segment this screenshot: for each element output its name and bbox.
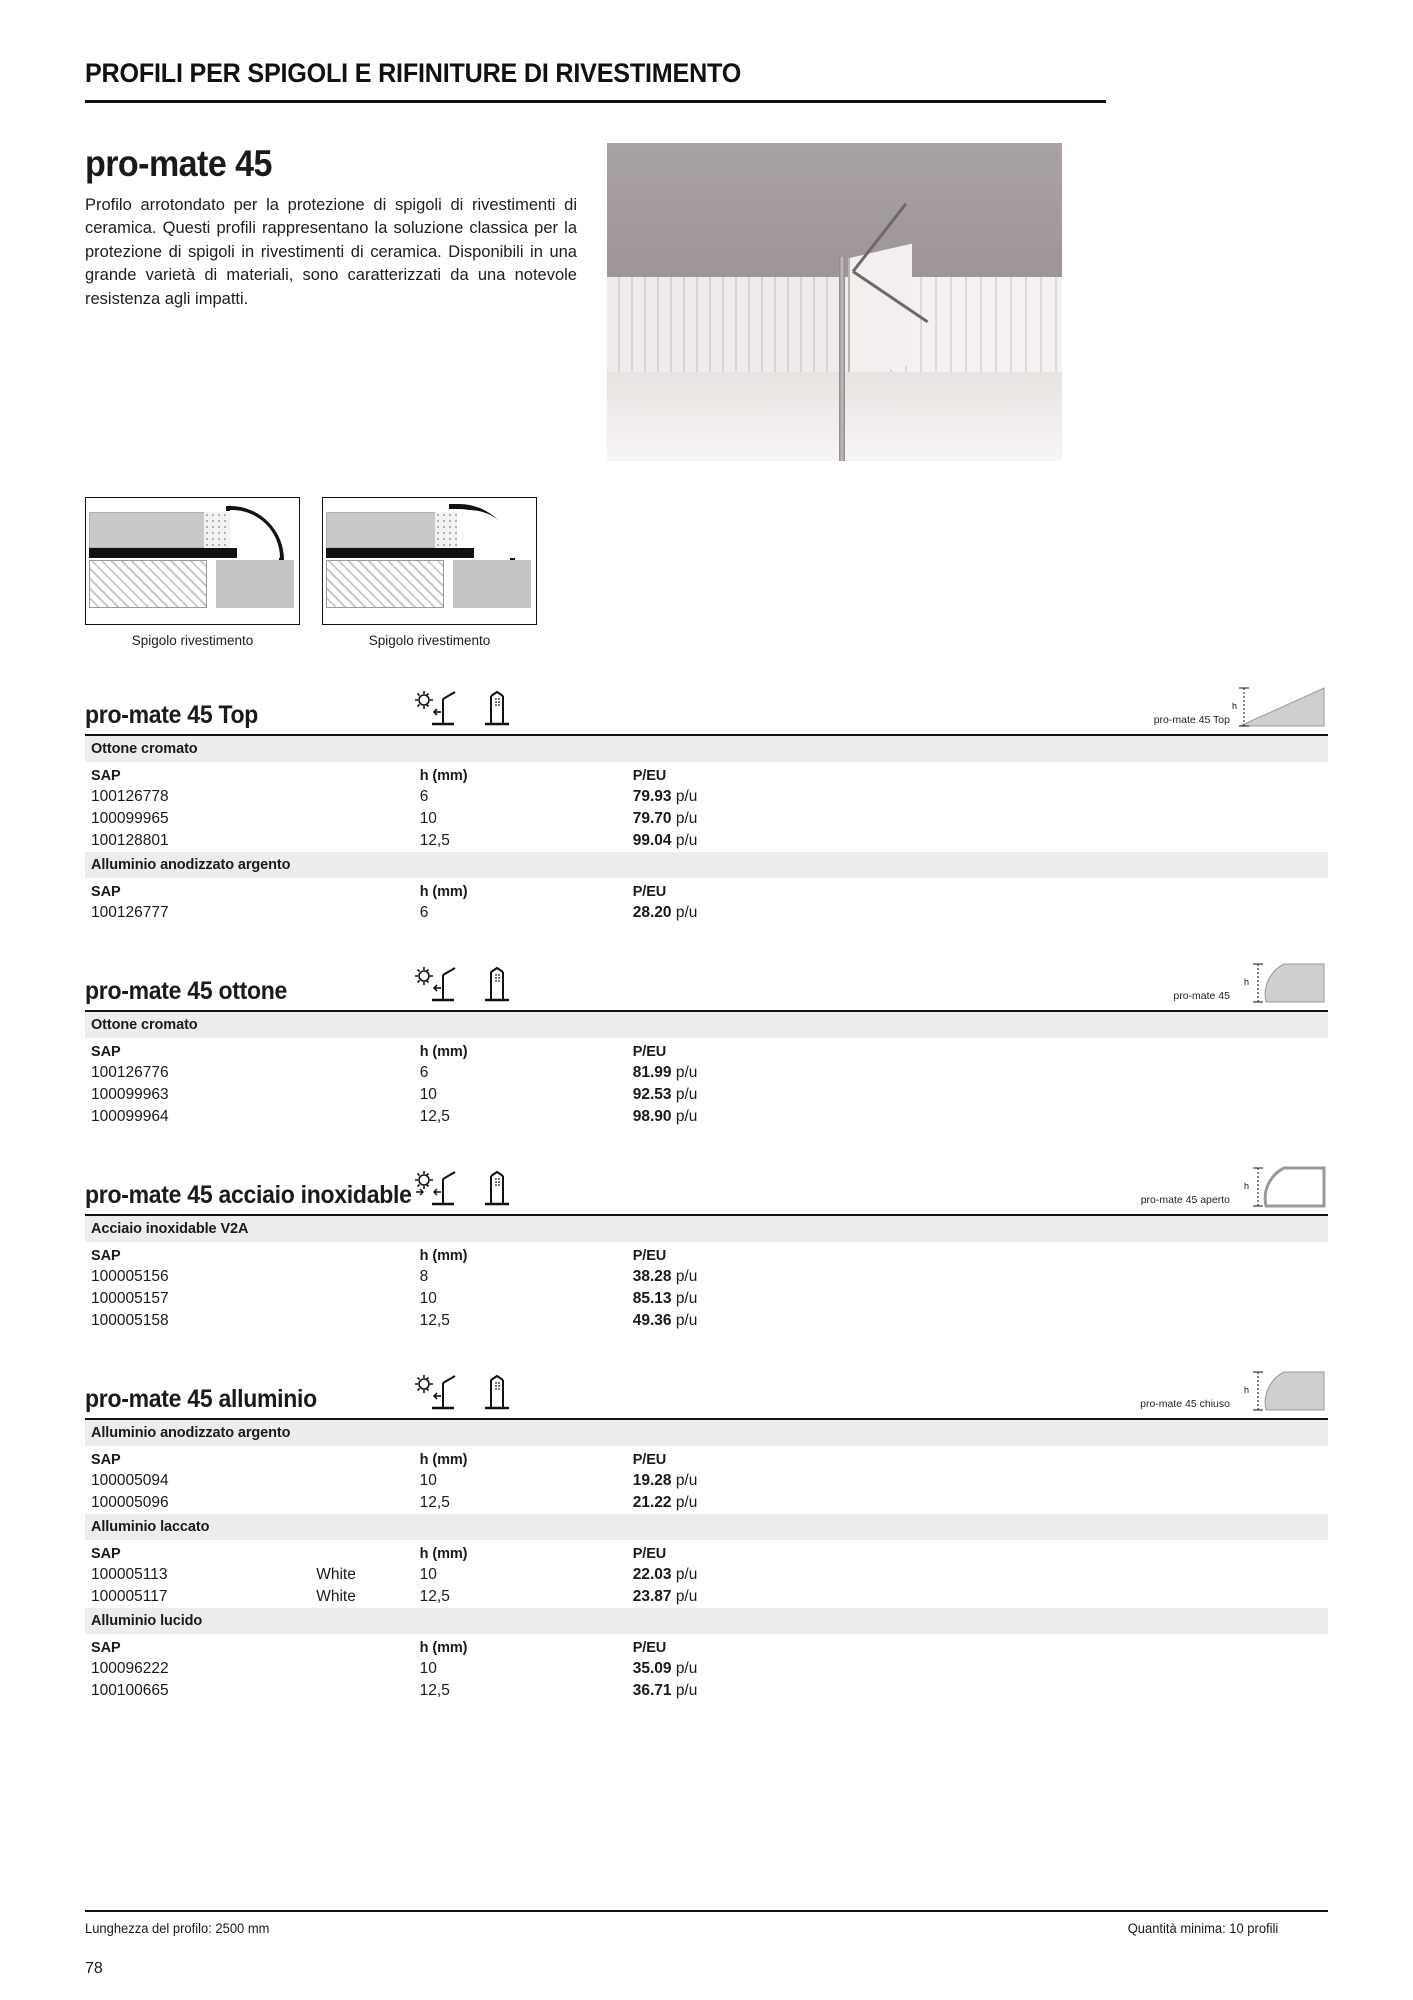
product-name: pro-mate 45 <box>85 143 272 184</box>
price-cell <box>627 1564 1328 1586</box>
sap-value: 100005158 <box>91 1312 169 1329</box>
price-unit: p/u <box>675 1290 698 1307</box>
col-sap: SAP <box>91 1248 121 1264</box>
sap-value: 100099963 <box>91 1086 169 1103</box>
usage-icons <box>415 1170 529 1212</box>
material-name: Acciaio inoxidable V2A <box>85 1216 1328 1242</box>
h-value: 12,5 <box>419 1108 450 1125</box>
table-row <box>85 1586 1328 1608</box>
table-row <box>85 786 1328 808</box>
column-header-row <box>85 1446 1328 1470</box>
profile-thumbnail-drawing <box>1232 682 1328 732</box>
h-value: 12,5 <box>419 1312 450 1329</box>
wall-layer <box>453 560 531 608</box>
table-row <box>85 1310 1328 1332</box>
intro-section <box>85 143 1328 461</box>
material-name: Alluminio lucido <box>85 1608 1328 1634</box>
col-price: P/EU <box>632 1640 667 1656</box>
price-unit: p/u <box>675 1566 698 1583</box>
column-header-row <box>85 1540 1328 1564</box>
column-header-row <box>85 1242 1328 1266</box>
column-header-row <box>85 1634 1328 1658</box>
price-value: 81.99 <box>632 1064 672 1081</box>
price-unit: p/u <box>675 788 698 805</box>
price-value: 85.13 <box>632 1290 672 1307</box>
price-value: 38.28 <box>632 1268 672 1285</box>
table-row <box>85 1492 1328 1514</box>
page-number: 78 <box>85 1960 103 1977</box>
spec-table <box>85 1420 1328 1702</box>
cross-section-caption: Spigolo rivestimento <box>131 633 254 648</box>
price-value: 99.04 <box>632 832 672 849</box>
price-unit: p/u <box>675 904 698 921</box>
material-row <box>85 736 1328 762</box>
col-h: h (mm) <box>419 1546 468 1562</box>
profile-length-note: Lunghezza del profilo: 2500 mm <box>85 1921 270 1936</box>
shower-interior-icon <box>483 690 529 732</box>
h-value: 12,5 <box>419 1494 450 1511</box>
price-cell <box>627 1492 1328 1514</box>
material-row <box>85 1012 1328 1038</box>
sap-value: 100126777 <box>91 904 169 921</box>
block-header <box>85 1358 1328 1420</box>
material-name: Alluminio anodizzato argento <box>85 1420 1328 1446</box>
price-unit: p/u <box>675 1108 698 1125</box>
h-value: 10 <box>419 1660 437 1677</box>
tile-layer <box>326 512 452 548</box>
col-sap: SAP <box>91 1640 121 1656</box>
minimum-quantity-note: Quantità minima: 10 profili <box>1127 1921 1279 1936</box>
color-value <box>310 1106 413 1128</box>
price-unit: p/u <box>675 1682 698 1699</box>
price-value: 35.09 <box>632 1660 672 1677</box>
profile-thumbnail <box>1140 1366 1328 1416</box>
wall-layer <box>216 560 294 608</box>
color-value <box>310 830 413 852</box>
color-value <box>310 902 413 924</box>
col-h: h (mm) <box>419 768 468 784</box>
sun-exterior-icon <box>415 690 461 732</box>
color-value: White <box>316 1588 356 1605</box>
block-title: pro-mate 45 alluminio <box>85 1385 317 1413</box>
price-value: 21.22 <box>632 1494 672 1511</box>
color-value <box>310 1062 413 1084</box>
color-value <box>310 808 413 830</box>
product-block-pro-mate-45-acciaio-inoxidable <box>85 1154 1328 1332</box>
h-value: 6 <box>419 788 429 805</box>
price-value: 28.20 <box>632 904 672 921</box>
sap-value: 100005096 <box>91 1494 169 1511</box>
spec-table <box>85 1012 1328 1128</box>
profile-thumbnail-label: pro-mate 45 aperto <box>1140 1194 1230 1206</box>
price-value: 36.71 <box>632 1682 672 1699</box>
price-unit: p/u <box>675 1588 698 1605</box>
product-photo <box>607 143 1062 461</box>
price-value: 79.70 <box>632 810 672 827</box>
adhesive-layer <box>89 548 237 558</box>
price-unit: p/u <box>675 810 698 827</box>
price-unit: p/u <box>675 1312 698 1329</box>
col-color <box>310 762 413 786</box>
col-color <box>310 1242 413 1266</box>
table-row <box>85 808 1328 830</box>
spec-table <box>85 1216 1328 1332</box>
cross-section-1 <box>85 497 300 648</box>
page-header <box>85 0 1328 103</box>
price-cell <box>627 1266 1328 1288</box>
price-cell <box>627 808 1328 830</box>
price-unit: p/u <box>675 1472 698 1489</box>
table-row <box>85 1658 1328 1680</box>
h-value: 6 <box>419 1064 429 1081</box>
sap-value: 100128801 <box>91 832 169 849</box>
col-sap: SAP <box>91 1546 121 1562</box>
col-h: h (mm) <box>419 884 468 900</box>
table-row <box>85 1106 1328 1128</box>
h-value: 10 <box>419 1290 437 1307</box>
price-value: 23.87 <box>632 1588 672 1605</box>
price-value: 92.53 <box>632 1086 672 1103</box>
table-row <box>85 1680 1328 1702</box>
price-cell <box>627 1470 1328 1492</box>
product-block-pro-mate-45-alluminio <box>85 1358 1328 1702</box>
col-sap: SAP <box>91 1452 121 1468</box>
page-title: PROFILI PER SPIGOLI E RIFINITURE DI RIVESTIMENTO <box>85 58 742 88</box>
price-unit: p/u <box>675 1268 698 1285</box>
price-cell <box>627 1106 1328 1128</box>
product-description: Profilo arrotondato per la protezione di spigoli di rivestimenti di ceramica. Questi profili rappresentano la soluzione classica per la protezione di spigoli in rivestimenti di ceramica. Disponibili in una grande varietà di materiali, sono caratterizzati da una notevole resistenza agli impatti. <box>85 196 577 308</box>
shower-interior-icon <box>483 966 529 1008</box>
sap-value: 100099965 <box>91 810 169 827</box>
sap-value: 100096222 <box>91 1660 169 1677</box>
color-value: White <box>316 1566 356 1583</box>
color-value <box>310 1084 413 1106</box>
table-row <box>85 1564 1328 1586</box>
sap-value: 100005094 <box>91 1472 169 1489</box>
sap-value: 100126776 <box>91 1064 169 1081</box>
sun-exterior-arrow-icon <box>415 1170 461 1212</box>
color-value <box>310 1658 413 1680</box>
column-header-row <box>85 878 1328 902</box>
profile-thumbnail-drawing <box>1236 1162 1328 1212</box>
price-unit: p/u <box>675 1494 698 1511</box>
col-price: P/EU <box>632 884 667 900</box>
table-row <box>85 1470 1328 1492</box>
price-unit: p/u <box>675 832 698 849</box>
svg-text:h: h <box>1244 1181 1250 1191</box>
sap-value: 100005156 <box>91 1268 169 1285</box>
cross-section-drawing <box>322 497 537 625</box>
block-title: pro-mate 45 acciaio inoxidable <box>85 1181 412 1209</box>
material-row <box>85 1514 1328 1540</box>
spec-table <box>85 736 1328 924</box>
sap-value: 100100665 <box>91 1682 169 1699</box>
intro-text <box>85 143 585 461</box>
cross-section-drawing <box>85 497 300 625</box>
sap-value: 100005117 <box>91 1588 168 1605</box>
sap-value: 100005157 <box>91 1290 169 1307</box>
price-unit: p/u <box>675 1064 698 1081</box>
table-row <box>85 1266 1328 1288</box>
h-value: 10 <box>419 810 437 827</box>
col-color <box>310 1634 413 1658</box>
profile-thumbnail-label: pro-mate 45 Top <box>1153 714 1230 726</box>
product-block-pro-mate-45-top <box>85 674 1328 924</box>
col-price: P/EU <box>632 1452 667 1468</box>
usage-icons <box>415 690 529 732</box>
h-value: 8 <box>419 1268 429 1285</box>
price-cell <box>627 1310 1328 1332</box>
color-value <box>310 1470 413 1492</box>
price-cell <box>627 786 1328 808</box>
profile-thumbnail-label: pro-mate 45 <box>1173 990 1230 1002</box>
sun-exterior-icon <box>415 966 461 1008</box>
material-name: Alluminio anodizzato argento <box>85 852 1328 878</box>
h-value: 12,5 <box>419 832 450 849</box>
price-cell <box>627 1288 1328 1310</box>
col-color <box>310 1446 413 1470</box>
usage-icons <box>415 1374 529 1416</box>
price-unit: p/u <box>675 1086 698 1103</box>
material-row <box>85 852 1328 878</box>
price-cell <box>627 1062 1328 1084</box>
profile-thumbnail-label: pro-mate 45 chiuso <box>1140 1398 1230 1410</box>
page-footer <box>85 1910 1328 1936</box>
block-header <box>85 1154 1328 1216</box>
block-header <box>85 950 1328 1012</box>
svg-text:h: h <box>1232 701 1238 711</box>
photo-wall <box>607 143 1062 277</box>
adhesive-layer <box>326 548 474 558</box>
profile-fill <box>467 510 517 558</box>
col-price: P/EU <box>632 1044 667 1060</box>
price-unit: p/u <box>675 1660 698 1677</box>
col-price: P/EU <box>632 1248 667 1264</box>
col-h: h (mm) <box>419 1044 468 1060</box>
h-value: 10 <box>419 1086 437 1103</box>
tile-layer <box>89 512 209 548</box>
h-value: 10 <box>419 1472 437 1489</box>
col-h: h (mm) <box>419 1452 468 1468</box>
color-value <box>310 1288 413 1310</box>
price-value: 22.03 <box>632 1566 672 1583</box>
shower-interior-icon <box>483 1374 529 1416</box>
block-title: pro-mate 45 Top <box>85 701 259 729</box>
color-value <box>310 786 413 808</box>
cross-section-row <box>85 497 1328 648</box>
h-value: 6 <box>419 904 429 921</box>
h-value: 12,5 <box>419 1682 450 1699</box>
price-value: 98.90 <box>632 1108 672 1125</box>
col-color <box>310 1540 413 1564</box>
sap-value: 100099964 <box>91 1108 169 1125</box>
cross-section-caption: Spigolo rivestimento <box>368 633 491 648</box>
profile-thumbnail-drawing <box>1236 958 1328 1008</box>
material-row <box>85 1608 1328 1634</box>
col-sap: SAP <box>91 1044 121 1060</box>
photo-lower-wall <box>607 372 1062 461</box>
col-color <box>310 878 413 902</box>
col-price: P/EU <box>632 768 667 784</box>
product-block-pro-mate-45-ottone <box>85 950 1328 1128</box>
price-value: 49.36 <box>632 1312 672 1329</box>
svg-text:h: h <box>1244 977 1250 987</box>
col-color <box>310 1038 413 1062</box>
price-cell <box>627 1084 1328 1106</box>
usage-icons <box>415 966 529 1008</box>
price-cell <box>627 1680 1328 1702</box>
header-divider <box>85 100 1106 103</box>
col-sap: SAP <box>91 884 121 900</box>
col-h: h (mm) <box>419 1640 468 1656</box>
block-header <box>85 674 1328 736</box>
col-sap: SAP <box>91 768 121 784</box>
substrate-layer <box>89 560 207 608</box>
profile-thumbnail-drawing <box>1236 1366 1328 1416</box>
color-value <box>310 1266 413 1288</box>
sap-value: 100005113 <box>91 1566 168 1583</box>
price-cell <box>627 1586 1328 1608</box>
price-cell <box>627 902 1328 924</box>
photo-corner-post <box>839 257 845 461</box>
table-row <box>85 830 1328 852</box>
column-header-row <box>85 762 1328 786</box>
table-row <box>85 1084 1328 1106</box>
profile-thumbnail <box>1173 958 1328 1008</box>
material-name: Ottone cromato <box>85 1012 1328 1038</box>
block-title: pro-mate 45 ottone <box>85 977 288 1005</box>
profile-thumbnail <box>1141 1162 1328 1212</box>
h-value: 10 <box>419 1566 437 1583</box>
color-value <box>310 1492 413 1514</box>
shower-interior-icon <box>483 1170 529 1212</box>
color-value <box>310 1680 413 1702</box>
table-row <box>85 902 1328 924</box>
svg-text:h: h <box>1244 1385 1250 1395</box>
material-name: Ottone cromato <box>85 736 1328 762</box>
material-row <box>85 1216 1328 1242</box>
h-value: 12,5 <box>419 1588 450 1605</box>
substrate-layer <box>326 560 444 608</box>
column-header-row <box>85 1038 1328 1062</box>
table-row <box>85 1062 1328 1084</box>
col-h: h (mm) <box>419 1248 468 1264</box>
sun-exterior-icon <box>415 1374 461 1416</box>
profile-fill <box>230 510 280 558</box>
sap-value: 100126778 <box>91 788 169 805</box>
table-row <box>85 1288 1328 1310</box>
cross-section-2 <box>322 497 537 648</box>
price-cell <box>627 830 1328 852</box>
material-row <box>85 1420 1328 1446</box>
profile-thumbnail <box>1154 682 1328 732</box>
price-value: 19.28 <box>632 1472 672 1489</box>
material-name: Alluminio laccato <box>85 1514 1328 1540</box>
col-price: P/EU <box>632 1546 667 1562</box>
footer-content <box>85 1912 1278 1936</box>
price-value: 79.93 <box>632 788 672 805</box>
color-value <box>310 1310 413 1332</box>
price-cell <box>627 1658 1328 1680</box>
